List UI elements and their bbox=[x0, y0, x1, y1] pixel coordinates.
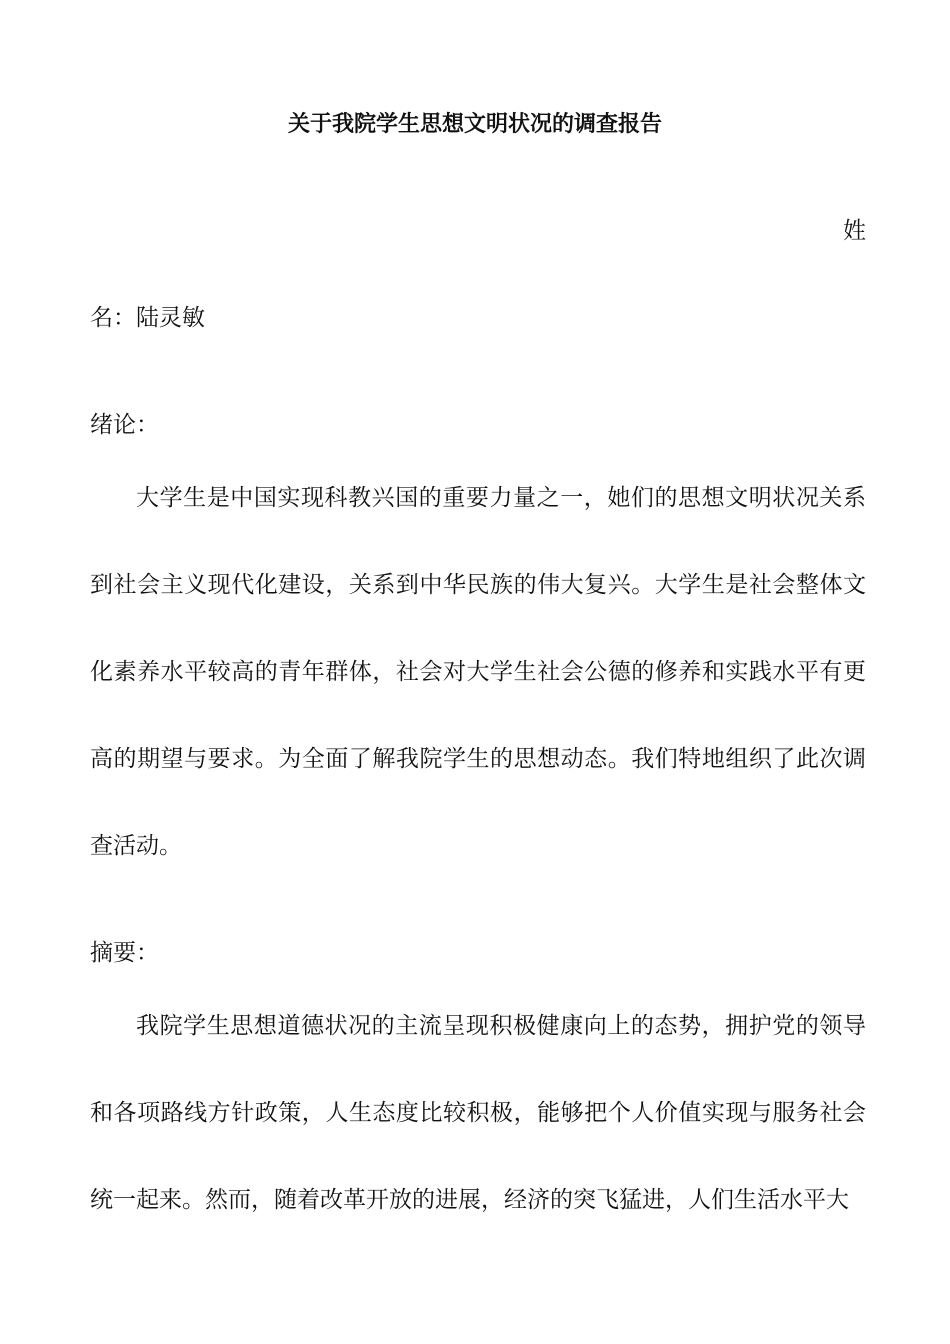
document-title: 关于我院学生思想文明状况的调查报告 bbox=[287, 112, 662, 137]
abstract-paragraph: 我院学生思想道德状况的主流呈现积极健康向上的态势，拥护党的领导和各项路线方针政策，人生态度比较积极，能够把个人价值实现与服务社会统一起来。然而，随着改革开放的进展，经济的突飞猛进，人们生活水平大 bbox=[90, 1013, 866, 1213]
abstract-heading: 摘要： bbox=[90, 940, 159, 966]
name-label-first-char: 姓 bbox=[843, 218, 866, 244]
author-line bbox=[90, 303, 205, 333]
intro-paragraph: 大学生是中国实现科教兴国的重要力量之一，她们的思想文明状况关系到社会主义现代化建设，关系到中华民族的伟大复兴。大学生是社会整体文化素养水平较高的青年群体，社会对大学生社会公德的修养和实践水平有更高的期望与要求。为全面了解我院学生的思想动态。我们特地组织了此次调查活动。 bbox=[90, 485, 866, 859]
name-label: 名： bbox=[90, 305, 136, 331]
intro-heading: 绪论： bbox=[90, 412, 159, 438]
author-name: 陆灵敏 bbox=[136, 305, 205, 331]
